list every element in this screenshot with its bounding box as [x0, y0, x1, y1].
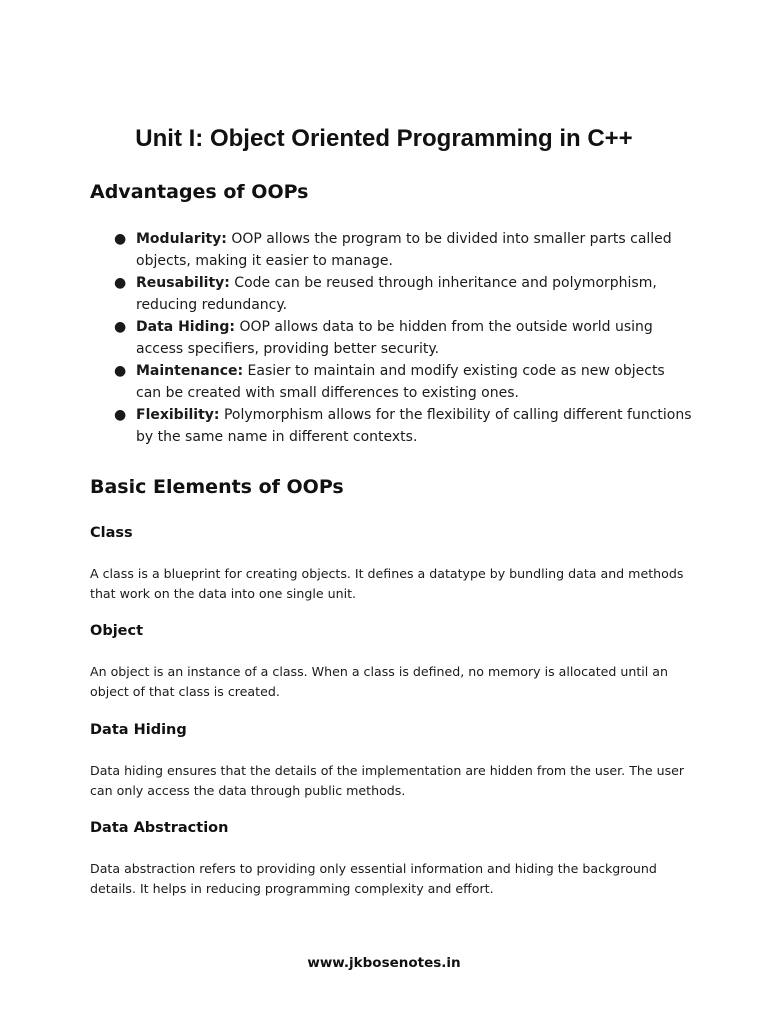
bullet-icon: ● — [114, 363, 127, 379]
item-text: Code can be reused through inheritance and polymorphism, reducing redundancy. — [136, 275, 657, 313]
data-abstraction-paragraph: Data abstraction refers to providing only essential information and hiding the background details. It helps in reducing programming complexity and effort. — [90, 861, 657, 896]
bullet-icon: ● — [114, 319, 127, 335]
data-hiding-heading: Data Hiding — [90, 722, 187, 738]
item-text: OOP allows the program to be divided into smaller parts called objects, making it easier to manage. — [136, 231, 672, 269]
bullet-icon: ● — [114, 231, 127, 247]
advantages-heading: Advantages of OOPs — [90, 181, 309, 203]
item-term: Modularity: — [136, 231, 227, 247]
list-item — [112, 316, 692, 360]
object-heading: Object — [90, 623, 144, 639]
list-item — [112, 404, 692, 448]
page-title: Unit I: Object Oriented Programming in C++ — [135, 125, 633, 152]
item-term: Maintenance: — [136, 363, 244, 379]
item-term: Data Hiding: — [136, 319, 236, 335]
item-text: Polymorphism allows for the flexibility of calling different functions by the same name in different contexts. — [136, 407, 692, 445]
item-term: Flexibility: — [136, 407, 220, 423]
basic-elements-heading: Basic Elements of OOPs — [90, 476, 344, 498]
list-item — [112, 272, 692, 316]
bullet-icon: ● — [114, 275, 127, 291]
item-text: Easier to maintain and modify existing code as new objects can be created with small differences to existing ones. — [136, 363, 665, 401]
advantages-list — [112, 228, 692, 448]
list-item — [112, 360, 692, 404]
item-text: OOP allows data to be hidden from the outside world using access specifiers, providing better security. — [136, 319, 653, 357]
data-hiding-paragraph: Data hiding ensures that the details of the implementation are hidden from the user. The user can only access the data through public methods. — [90, 763, 685, 798]
object-paragraph: An object is an instance of a class. When a class is defined, no memory is allocated until an object of that class is created. — [90, 664, 669, 699]
bullet-icon: ● — [114, 407, 127, 423]
list-item — [112, 228, 692, 272]
footer-website: www.jkbosenotes.in — [307, 955, 461, 971]
class-paragraph: A class is a blueprint for creating objects. It defines a datatype by bundling data and methods that work on the data into one single unit. — [90, 566, 684, 601]
document-page — [90, 0, 690, 1024]
item-term: Reusability: — [136, 275, 230, 291]
class-heading: Class — [90, 525, 133, 541]
data-abstraction-heading: Data Abstraction — [90, 820, 229, 836]
